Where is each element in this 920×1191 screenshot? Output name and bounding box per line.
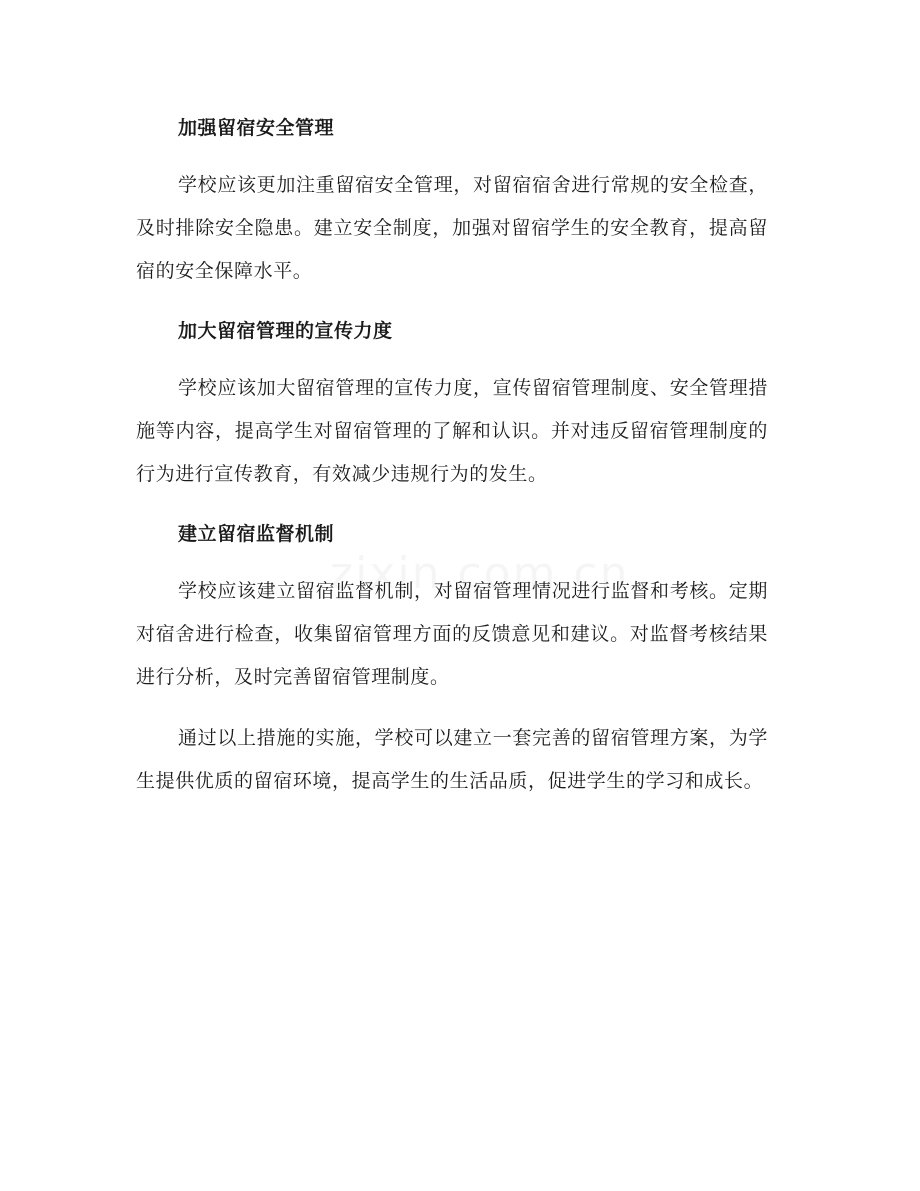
section-paragraph-publicity: 学校应该加大留宿管理的宣传力度，宣传留宿管理制度、安全管理措施等内容，提高学生对留宿管理的了解和认识。并对违反留宿管理制度的行为进行宣传教育，有效减少违规行为的发生。: [136, 377, 768, 485]
section-paragraph-safety: 学校应该更加注重留宿安全管理，对留宿宿舍进行常规的安全检查，及时排除安全隐患。建立安全制度，加强对留宿学生的安全教育，提高留宿的安全保障水平。: [136, 174, 768, 282]
section-paragraph-supervision: 学校应该建立留宿监督机制，对留宿管理情况进行监督和考核。定期对宿舍进行检查，收集留宿管理方面的反馈意见和建议。对监督考核结果进行分析，及时完善留宿管理制度。: [136, 580, 768, 688]
section-heading-publicity: 加大留宿管理的宣传力度: [178, 320, 393, 342]
document-body: [136, 108, 768, 803]
conclusion-paragraph: 通过以上措施的实施，学校可以建立一套完善的留宿管理方案，为学生提供优质的留宿环境，提高学生的生活品质，促进学生的学习和成长。: [136, 727, 768, 792]
section-heading-safety: 加强留宿安全管理: [178, 117, 335, 139]
section-heading-supervision: 建立留宿监督机制: [178, 523, 335, 545]
